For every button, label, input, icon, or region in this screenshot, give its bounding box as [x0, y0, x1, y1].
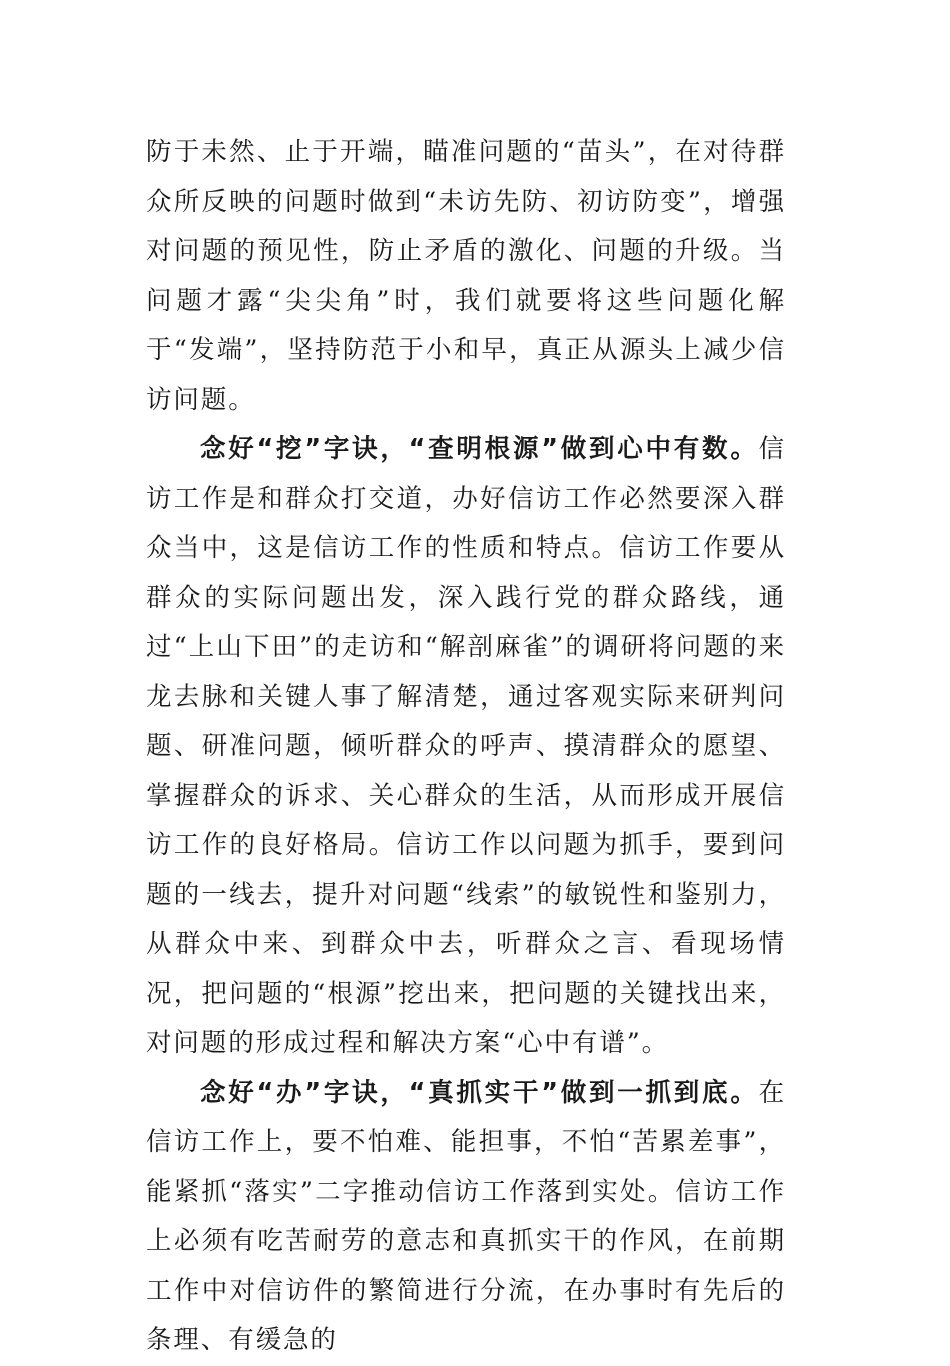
paragraph-lead-heading: 念好“办”字诀，“真抓实干”做到一抓到底。: [200, 1077, 759, 1108]
paragraph-text: 防于未然、止于开端，瞄准问题的“苗头”，在对待群众所反映的问题时做到“未访先防、初访防变”，增强对问题的预见性，防止矛盾的激化、问题的升级。当问题才露“尖尖角”时，我们就要将这些问题化解于“发端”，坚持防范于小和早，真正从源头上减少信访问题。: [146, 137, 786, 415]
paragraph-lead-heading: 念好“挖”字诀，“查明根源”做到心中有数。: [200, 434, 759, 464]
paragraph-text: 信访工作是和群众打交道，办好信访工作必然要深入群众当中，这是信访工作的性质和特点。信访工作要从群众的实际问题出发，深入践行党的群众路线，通过“上山下田”的走访和“解剖麻雀”的调研将问题的来龙去脉和关键人事了解清楚，通过客观实际来研判问题、研准问题，倾听群众的呼声、摸清群众的愿望、掌握群众的诉求、关心群众的生活，从而形成开展信访工作的良好格局。信访工作以问题为抓手，要到问题的一线去，提升对问题“线索”的敏锐性和鉴别力，从群众中来、到群众中去，听群众之言、看现场情况，把问题的“根源”挖出来，把问题的关键找出来，对问题的形成过程和解决方案“心中有谱”。: [146, 434, 786, 1058]
paragraph-ban: [146, 1069, 786, 1366]
body-text: [146, 128, 786, 1366]
paragraph-text: 在信访工作上，要不怕难、能担事，不怕“苦累差事”，能紧抓“落实”二字推动信访工作落到实处。信访工作上必须有吃苦耐劳的意志和真抓实干的作风，在前期工作中对信访件的繁简进行分流，在办事时有先后的条理、有缓急的: [146, 1077, 786, 1355]
paragraph-continuation: [146, 128, 786, 425]
paragraph-wa: [146, 425, 786, 1069]
